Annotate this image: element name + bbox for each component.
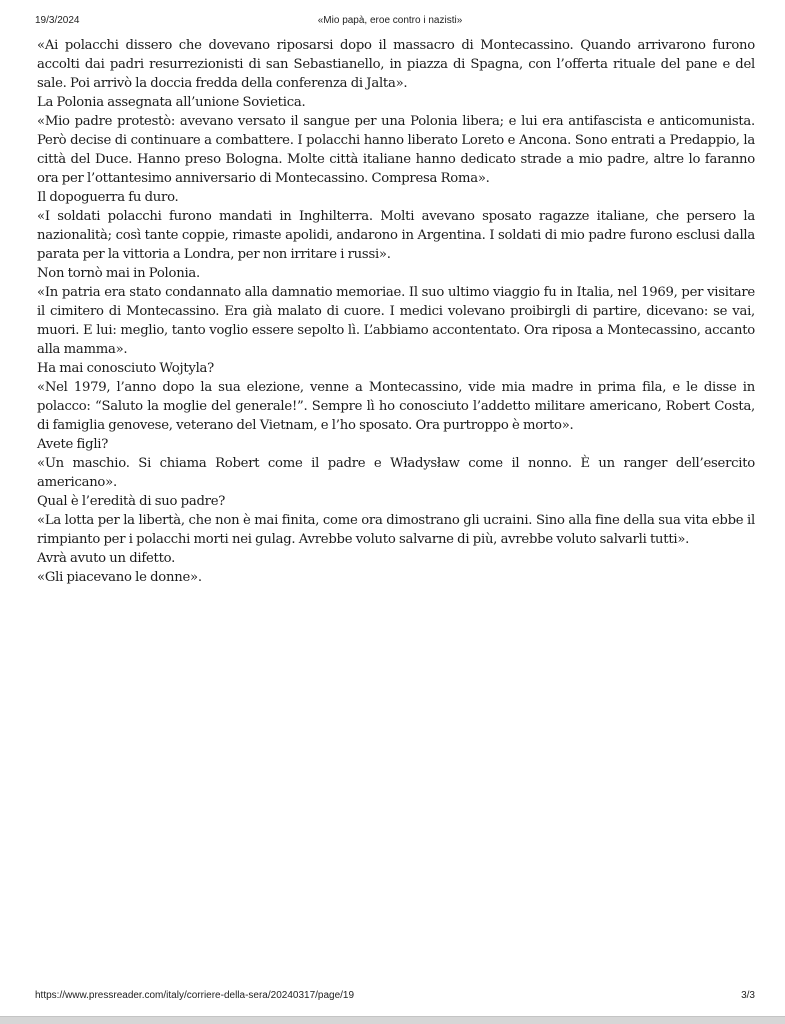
article-body [37,36,755,587]
paragraph: «Un maschio. Si chiama Robert come il padre e Władysław come il nonno. È un ranger dell’esercito americano». [37,456,755,490]
print-header [35,15,745,29]
page-number: 3/3 [741,990,755,1001]
paragraph: Il dopoguerra fu duro. [37,190,179,205]
paragraph: Avete figli? [37,437,109,452]
paragraph: Avrà avuto un difetto. [37,551,176,566]
paragraph: «Mio padre protestò: avevano versato il sangue per una Polonia libera; e lui era antifascista e anticomunista. Però decise di continuare a combattere. I polacchi hanno liberato Loreto e Ancona. Sono entrati a Predappio, la città del Duce. Hanno preso Bologna. Molte città italiane hanno dedicato strade a mio padre, altre lo faranno ora per l’ottantesimo anniversario di Montecassino. Compresa Roma». [37,114,755,186]
paragraph: «Ai polacchi dissero che dovevano riposarsi dopo il massacro di Montecassino. Quando arrivarono furono accolti dai padri resurrezionisti di san Sebastianello, in piazza di Spagna, con l’offerta rituale del pane e del sale. Poi arrivò la doccia fredda della conferenza di Jalta». [37,38,755,91]
window-bottom-edge [0,1016,785,1024]
print-footer [35,990,755,1004]
paragraph: «La lotta per la libertà, che non è mai finita, come ora dimostrano gli ucraini. Sino alla fine della sua vita ebbe il rimpianto per i polacchi morti nei gulag. Avrebbe voluto salvarne di più, avrebbe voluto salvarli tutti». [37,513,755,547]
paragraph: «I soldati polacchi furono mandati in Inghilterra. Molti avevano sposato ragazze italiane, che persero la nazionalità; così tante coppie, rimaste apolidi, andarono in Argentina. I soldati di mio padre furono esclusi dalla parata per la vittoria a Londra, per non irritare i russi». [37,209,755,262]
source-url: https://www.pressreader.com/italy/corriere-della-sera/20240317/page/19 [35,990,355,1001]
print-date: 19/3/2024 [35,15,80,26]
document-title: «Mio papà, eroe contro i nazisti» [317,15,463,26]
paragraph: Non tornò mai in Polonia. [37,266,200,281]
paragraph: «In patria era stato condannato alla damnatio memoriae. Il suo ultimo viaggio fu in Italia, nel 1969, per visitare il cimitero di Montecassino. Era già malato di cuore. I medici volevano proibirgli di partire, dicevano: se vai, muori. E lui: meglio, tanto voglio essere sepolto lì. L’abbiamo accontentato. Ora riposa a Montecassino, accanto alla mamma». [37,285,755,357]
paragraph: Qual è l’eredità di suo padre? [37,494,226,509]
paragraph: «Gli piacevano le donne». [37,570,202,585]
paragraph: Ha mai conosciuto Wojtyla? [37,361,214,376]
paragraph: La Polonia assegnata all’unione Sovietica. [37,95,306,110]
paragraph: «Nel 1979, l’anno dopo la sua elezione, venne a Montecassino, vide mia madre in prima fila, e le disse in polacco: “Saluto la moglie del generale!”. Sempre lì ho conosciuto l’addetto militare americano, Robert Costa, di famiglia genovese, veterano del Vietnam, e l’ho sposato. Ora purtroppo è morto». [37,380,755,433]
